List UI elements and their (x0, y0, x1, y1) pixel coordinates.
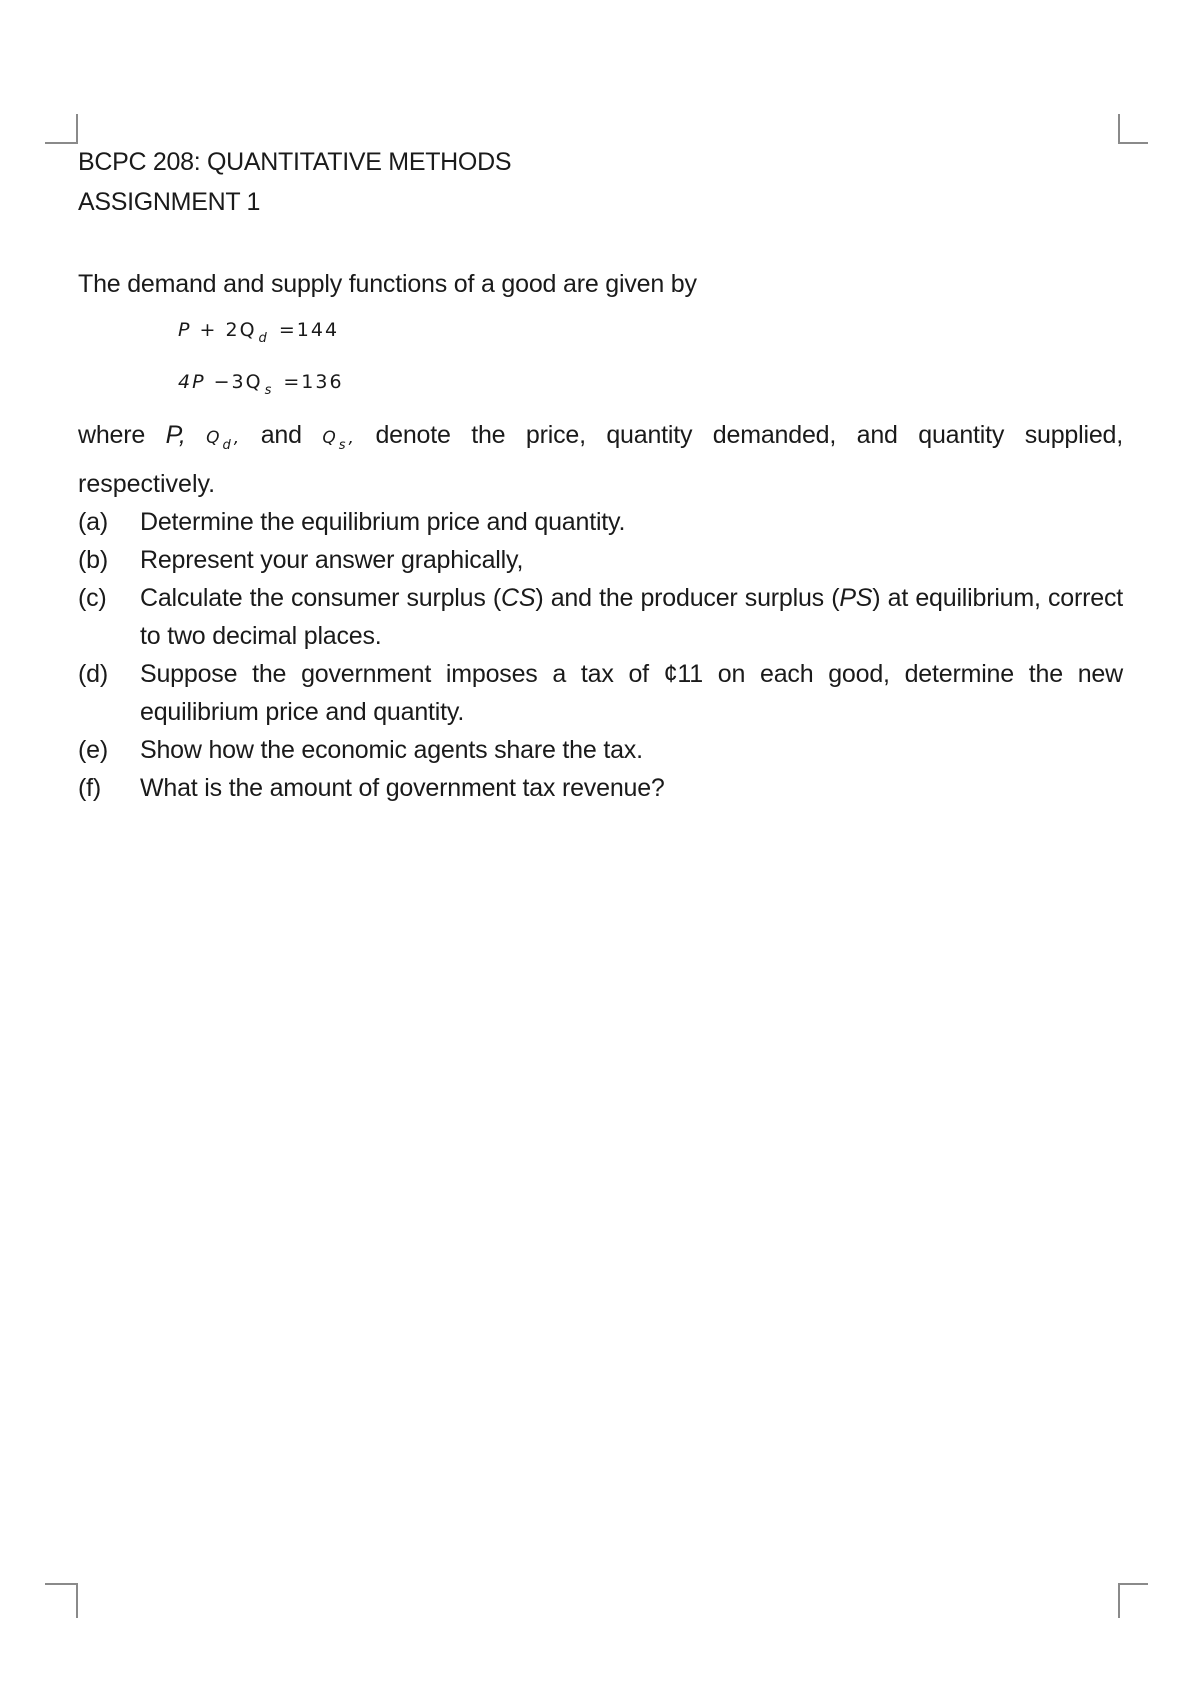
consumer-surplus-abbr: CS (501, 584, 536, 612)
equation-subscript: d (258, 331, 269, 346)
equation-subscript: s (264, 383, 274, 398)
variable-qs-separator: , (348, 428, 355, 448)
crop-mark-bottom-left (45, 1583, 78, 1618)
equation-term: + 2Q (199, 319, 257, 341)
assignment-title: ASSIGNMENT 1 (78, 188, 261, 216)
question-text: Suppose the government imposes a tax of ¢11 on each good, determine the new equilibrium price and quantity. (140, 660, 1123, 726)
question-c (78, 579, 1123, 655)
question-text-part: ) at equilibrium, correct to two decimal places. (140, 584, 1124, 650)
crop-mark-bottom-right (1118, 1583, 1148, 1618)
crop-mark-top-left (45, 114, 78, 144)
crop-mark-top-right (1118, 114, 1148, 144)
question-text: Show how the economic agents share the tax. (140, 736, 643, 764)
question-text: Determine the equilibrium price and quantity. (140, 508, 626, 536)
course-title: BCPC 208: QUANTITATIVE METHODS (78, 148, 512, 176)
equation-rhs: =136 (283, 371, 344, 393)
question-a (78, 503, 1123, 541)
variable-qd-separator: , (233, 428, 241, 448)
variable-definitions (78, 414, 1123, 467)
respectively-text: respectively. (78, 470, 216, 498)
question-label: (b) (78, 546, 108, 574)
variable-qd-base: Q (206, 428, 221, 448)
problem-intro: The demand and supply functions of a good are given by (78, 270, 697, 298)
question-d (78, 655, 1123, 731)
word-where: where (78, 421, 146, 449)
question-label: (c) (78, 584, 107, 612)
demand-equation (178, 304, 1123, 356)
question-label: (f) (78, 774, 101, 802)
question-e (78, 731, 1123, 769)
question-label: (d) (78, 660, 108, 688)
question-text: What is the amount of government tax revenue? (140, 774, 665, 802)
question-f (78, 769, 1123, 807)
word-and: and (260, 421, 302, 449)
variable-qd-subscript: d (222, 438, 232, 453)
question-label: (e) (78, 736, 108, 764)
question-text (140, 579, 1123, 655)
question-b (78, 541, 1123, 579)
question-list (78, 503, 1123, 807)
equation-rhs: =144 (278, 319, 340, 341)
variable-qd (206, 428, 241, 453)
variable-qs-base: Q (322, 428, 337, 448)
question-text: Represent your answer graphically, (140, 546, 524, 574)
definition-text: denote the price, quantity demanded, and quantity supplied, (375, 421, 1123, 449)
equation-term: −3Q (213, 371, 263, 393)
question-text-part: ) and the producer surplus ( (535, 584, 840, 612)
question-text-part: Calculate the consumer surplus ( (140, 584, 502, 612)
producer-surplus-abbr: PS (839, 584, 873, 612)
variable-qs-subscript: s (338, 438, 347, 453)
variable-p: P, (165, 421, 186, 449)
document-content (78, 142, 1123, 807)
equation-lhs: 4P (178, 371, 206, 393)
equation-lhs: P (178, 319, 192, 341)
supply-equation (178, 356, 1123, 408)
variable-qs (322, 428, 355, 453)
question-label: (a) (78, 508, 108, 536)
